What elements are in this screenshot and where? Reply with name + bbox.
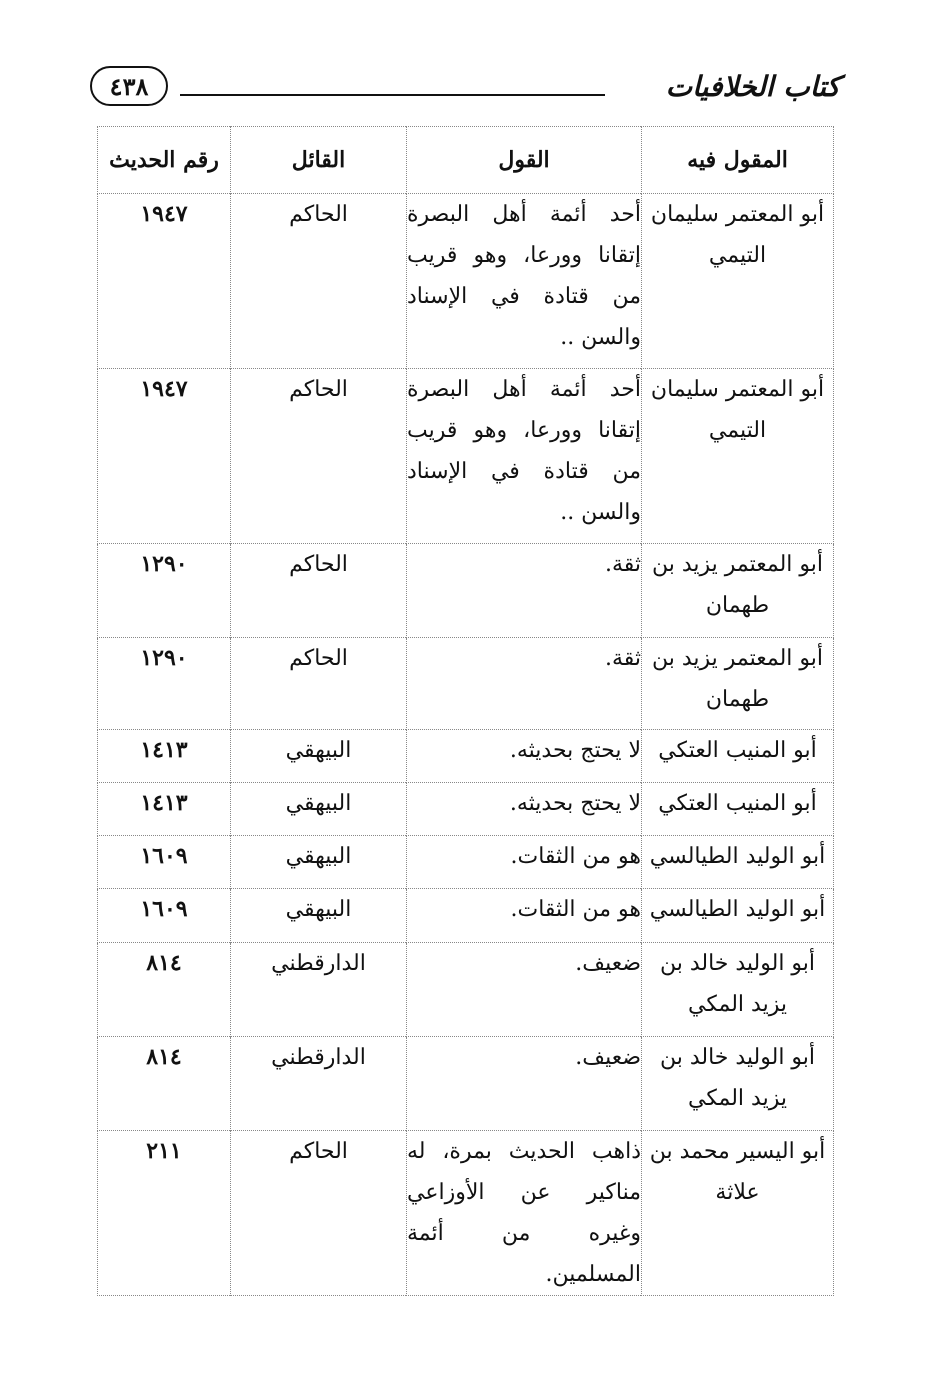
saying-cell: أحد أئمة أهل البصرة إتقانا وورعا، وهو قريب من قتادة في الإسناد والسن .. [407,194,642,369]
table-row [98,544,834,638]
page-number: ٤٣٨ [90,66,168,106]
table-row [98,194,834,369]
subject-cell: أبو المنيب العتكي [642,783,834,836]
column-header-saying: القول [407,127,642,194]
sayer-cell: الدارقطني [231,943,407,1037]
saying-cell: ضعيف. [407,943,642,1037]
table-row [98,889,834,943]
subject-cell: أبو المعتمر يزيد بن طهمان [642,544,834,638]
hadith-number-cell: ١٦٠٩ [98,836,231,889]
saying-cell: أحد أئمة أهل البصرة إتقانا وورعا، وهو قريب من قتادة في الإسناد والسن .. [407,369,642,544]
table-row [98,730,834,783]
hadith-number-cell: ١٩٤٧ [98,369,231,544]
hadith-number-cell: ٨١٤ [98,943,231,1037]
saying-cell: ثقة. [407,638,642,730]
book-title: كتاب الخلافيات [665,70,840,103]
hadith-number-cell: ١٢٩٠ [98,544,231,638]
subject-cell: أبو الوليد الطيالسي [642,889,834,943]
table-row [98,943,834,1037]
hadith-number-cell: ١٤١٣ [98,783,231,836]
table-row [98,783,834,836]
sayer-cell: البيهقي [231,783,407,836]
saying-cell: ثقة. [407,544,642,638]
table-header-row [98,127,834,194]
sayer-cell: الحاكم [231,544,407,638]
hadith-number-cell: ١٦٠٩ [98,889,231,943]
sayer-cell: البيهقي [231,836,407,889]
subject-cell: أبو المعتمر سليمان التيمي [642,369,834,544]
subject-cell: أبو المنيب العتكي [642,730,834,783]
sayer-cell: الدارقطني [231,1037,407,1131]
page-header [90,66,850,116]
sayer-cell: الحاكم [231,1131,407,1296]
column-header-subject: المقول فيه [642,127,834,194]
column-header-hadith-number: رقم الحديث [98,127,231,194]
saying-cell: ذاهب الحديث بمرة، له مناكير عن الأوزاعي وغيره من أئمة المسلمين. [407,1131,642,1296]
subject-cell: أبو المعتمر سليمان التيمي [642,194,834,369]
hadith-number-cell: ٢١١ [98,1131,231,1296]
table-row [98,1131,834,1296]
subject-cell: أبو اليسير محمد بن علاثة [642,1131,834,1296]
subject-cell: أبو الوليد خالد بن يزيد المكي [642,943,834,1037]
saying-cell: لا يحتج بحديثه. [407,730,642,783]
subject-cell: أبو الوليد الطيالسي [642,836,834,889]
hadith-number-cell: ١٩٤٧ [98,194,231,369]
subject-cell: أبو الوليد خالد بن يزيد المكي [642,1037,834,1131]
saying-cell: هو من الثقات. [407,889,642,943]
saying-cell: هو من الثقات. [407,836,642,889]
sayer-cell: الحاكم [231,638,407,730]
narrators-table [97,126,834,1296]
table-row [98,369,834,544]
column-header-sayer: القائل [231,127,407,194]
hadith-number-cell: ٨١٤ [98,1037,231,1131]
table-row [98,836,834,889]
table-row [98,1037,834,1131]
subject-cell: أبو المعتمر يزيد بن طهمان [642,638,834,730]
sayer-cell: البيهقي [231,730,407,783]
saying-cell: لا يحتج بحديثه. [407,783,642,836]
sayer-cell: الحاكم [231,369,407,544]
saying-cell: ضعيف. [407,1037,642,1131]
table-row [98,638,834,730]
sayer-cell: الحاكم [231,194,407,369]
hadith-number-cell: ١٤١٣ [98,730,231,783]
header-rule [180,94,605,96]
sayer-cell: البيهقي [231,889,407,943]
hadith-number-cell: ١٢٩٠ [98,638,231,730]
